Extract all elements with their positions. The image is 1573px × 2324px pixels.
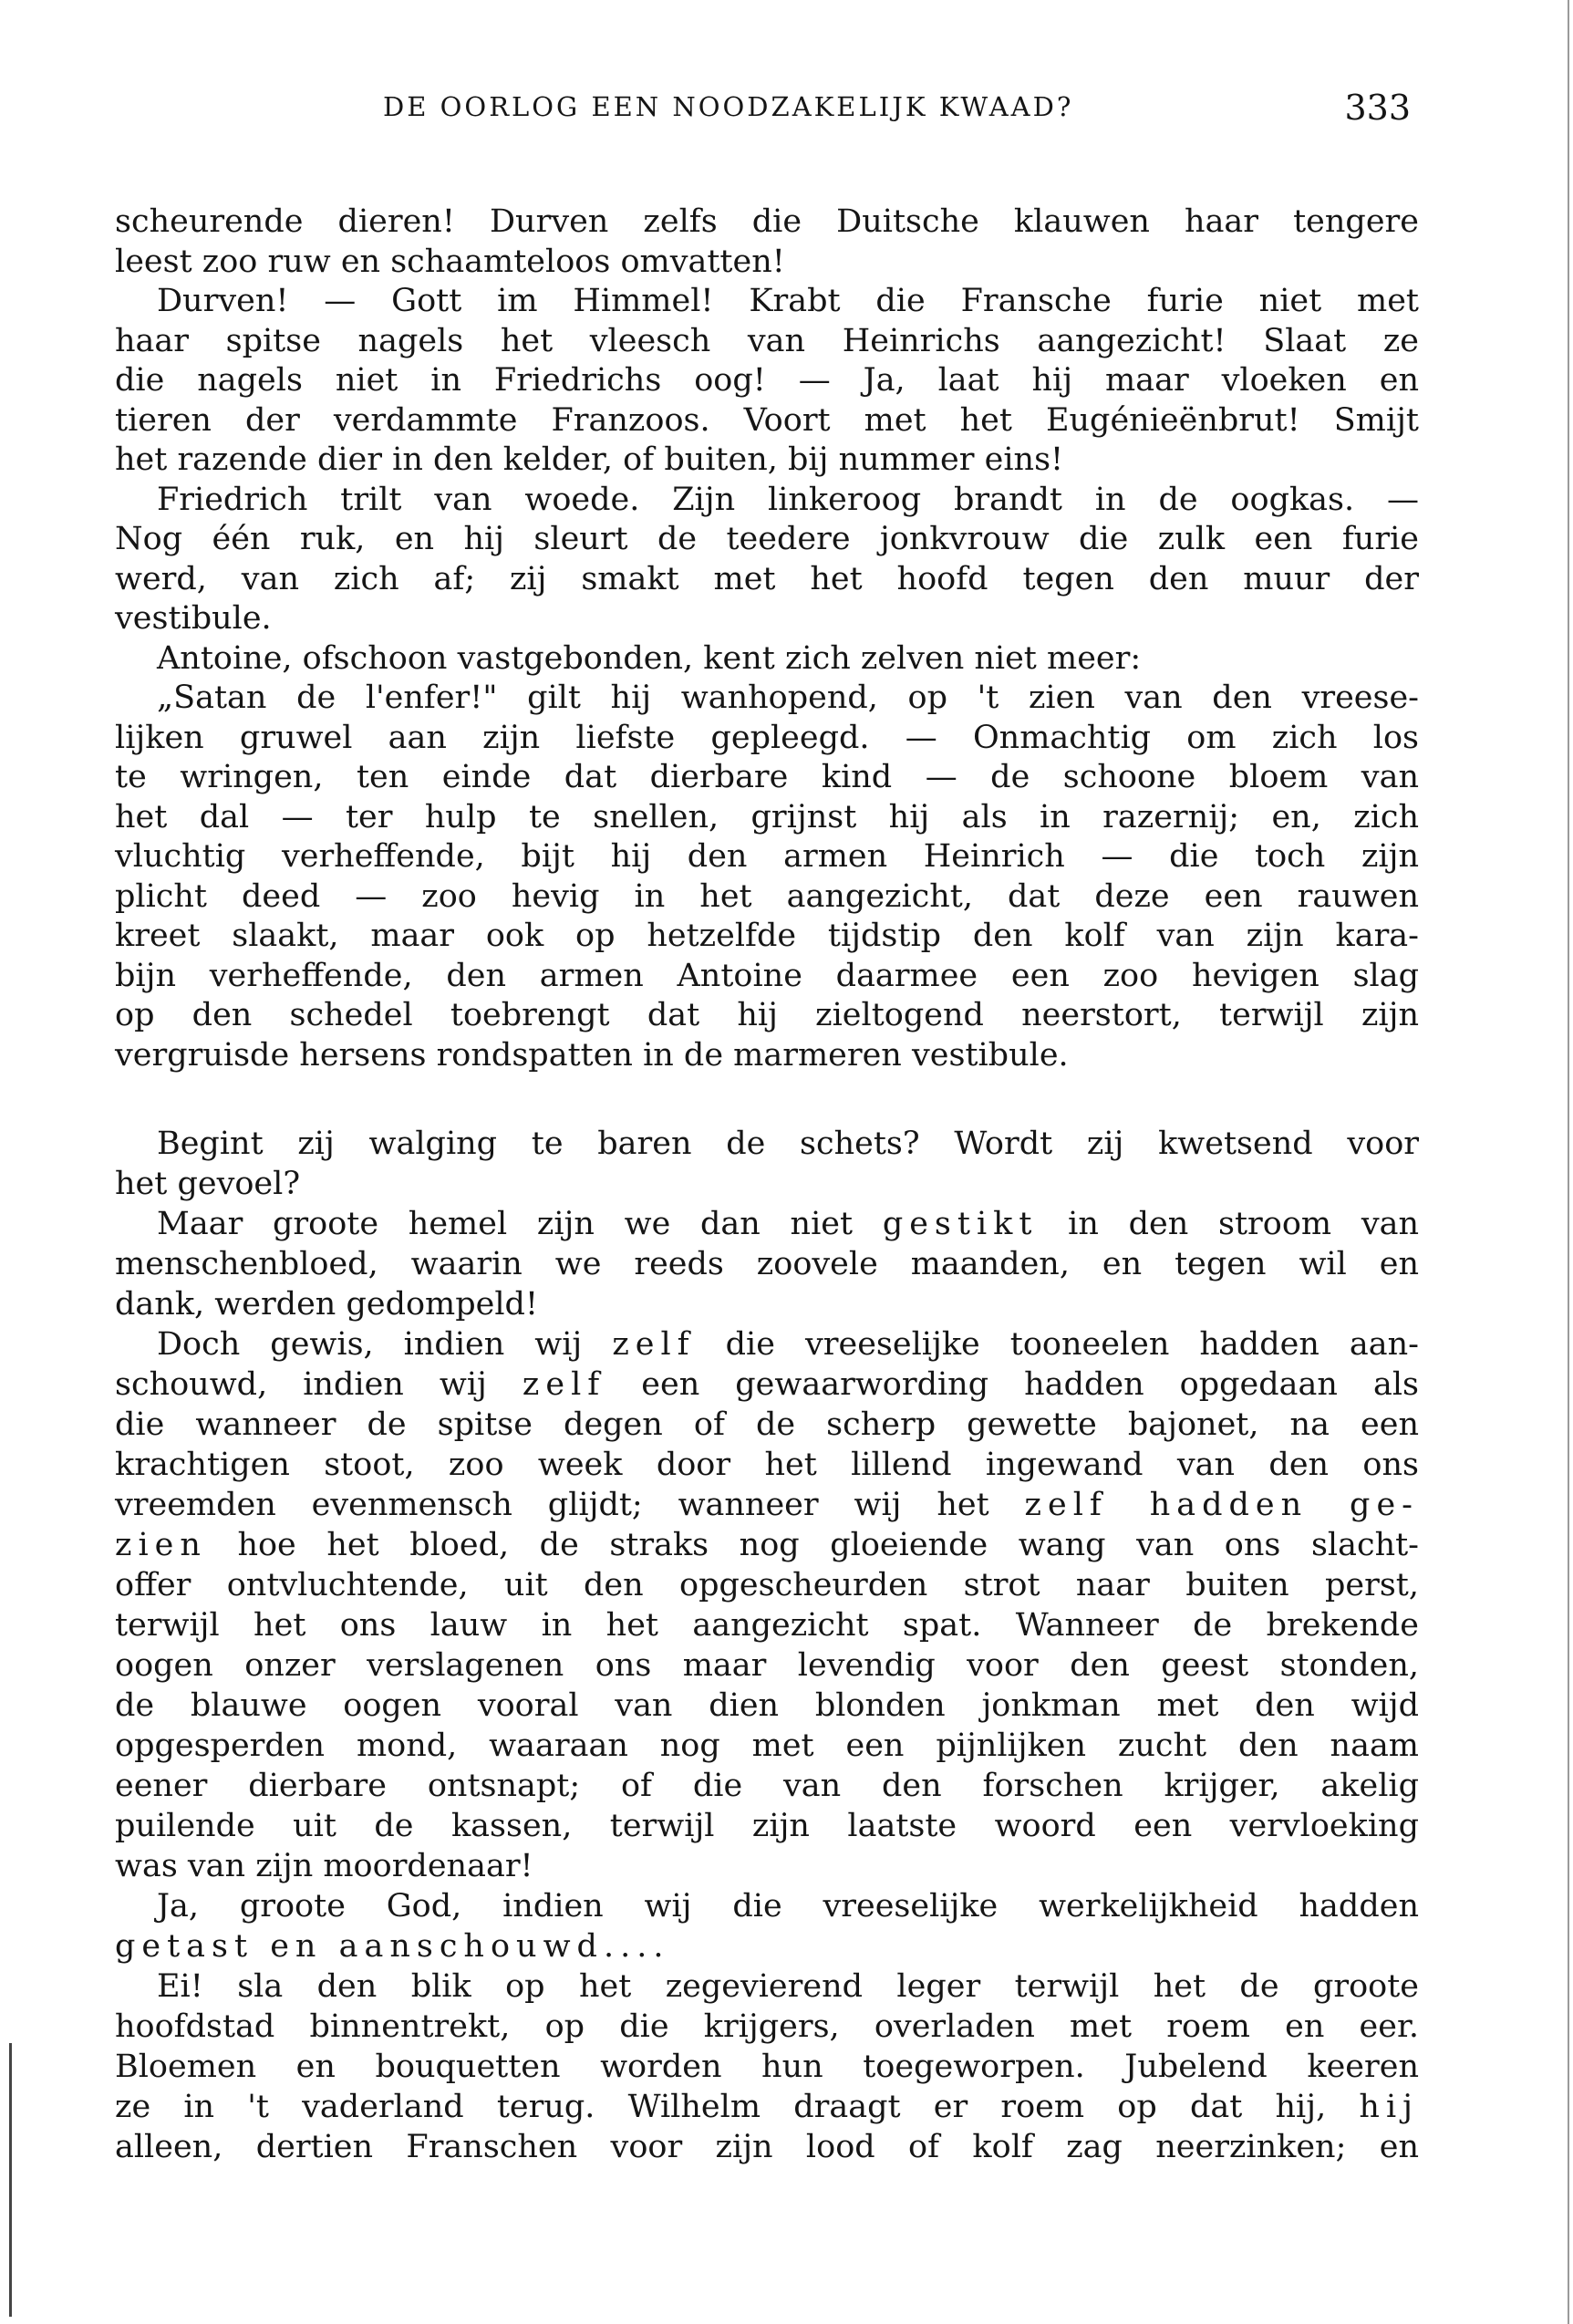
- body-text-section-1: [115, 202, 1419, 1075]
- text-line: [115, 719, 1419, 759]
- text-line: [115, 639, 1419, 680]
- text-line: [115, 679, 1419, 719]
- text-segment: scheurende dieren! Durven zelfs die Duitsche klauwen haar tengere: [115, 203, 1419, 240]
- text-segment: tieren der verdammte Franzoos. Voort met het Eugénieënbrut! Smijt: [115, 401, 1419, 439]
- text-line: [115, 837, 1419, 877]
- text-line: [115, 1164, 1419, 1204]
- text-segment: werd, van zich af; zij smakt met het hoofd tegen den muur der: [115, 560, 1419, 597]
- text-segment: op den schedel toebrengt dat hij zieltogend neerstort, terwijl zijn: [115, 997, 1419, 1033]
- text-segment: plicht deed — zoo hevig in het aangezicht, dat deze een rauwen: [115, 877, 1419, 915]
- page-edge-line: [1568, 0, 1569, 2324]
- text-segment: hoe het bloed, de straks nog gloeiende wang van ons slacht-: [206, 1527, 1419, 1563]
- text-line: [115, 957, 1419, 997]
- text-line: [115, 1284, 1419, 1324]
- text-line: [115, 1886, 1419, 1926]
- text-line: [115, 1244, 1419, 1284]
- text-line: [115, 1036, 1419, 1076]
- text-line: [115, 1405, 1419, 1445]
- text-segment: Durven! — Gott im Himmel! Krabt die Fransche furie niet met: [157, 283, 1419, 319]
- text-line: [115, 441, 1419, 481]
- text-segment: die wanneer de spitse degen of de scherp gewette bajonet, na een: [115, 1406, 1419, 1443]
- text-segment: dank, werden gedompeld!: [115, 1286, 539, 1323]
- text-segment: terwijl het ons lauw in het aangezicht spat. Wanneer de brekende: [115, 1607, 1419, 1644]
- text-segment: alleen, dertien Franschen voor zijn lood of kolf zag neerzinken; en: [115, 2129, 1419, 2165]
- text-line: [115, 282, 1419, 322]
- text-line: [115, 401, 1419, 441]
- spaced-emphasis-text: zelf hadden ge-: [1024, 1487, 1419, 1523]
- binding-edge-line: [9, 2043, 12, 2317]
- text-segment: leest zoo ruw en schaamteloos omvatten!: [115, 243, 785, 280]
- text-line: [115, 599, 1419, 639]
- text-line: [115, 1926, 1419, 1966]
- text-line: [115, 917, 1419, 957]
- text-line: [115, 2047, 1419, 2087]
- text-line: [115, 996, 1419, 1036]
- text-segment: Nog één ruk, en hij sleurt de teedere jonkvrouw die zulk een furie: [115, 521, 1419, 557]
- spaced-emphasis-text: zien: [115, 1527, 207, 1563]
- text-line: [115, 560, 1419, 600]
- text-segment: eener dierbare ontsnapt; of die van den forschen krijger, akelig: [115, 1768, 1419, 1804]
- text-segment: in den stroom van: [1038, 1206, 1419, 1242]
- text-line: [115, 243, 1419, 283]
- text-line: [115, 1364, 1419, 1405]
- text-segment: krachtigen stoot, zoo week door het lillend ingewand van den ons: [115, 1447, 1419, 1483]
- spaced-emphasis-text: zelf: [522, 1366, 606, 1403]
- text-line: [115, 1686, 1419, 1726]
- text-line: [115, 2087, 1419, 2127]
- text-segment: offer ontvluchtende, uit den opgescheurden strot naar buiten perst,: [115, 1567, 1419, 1603]
- text-line: [115, 1766, 1419, 1806]
- text-line: [115, 758, 1419, 798]
- text-segment: het gevoel?: [115, 1166, 301, 1202]
- text-line: [115, 1445, 1419, 1485]
- text-segment: hoofdstad binnentrekt, op die krijgers, overladen met roem en eer.: [115, 2008, 1419, 2045]
- text-line: [115, 1645, 1419, 1686]
- text-segment: „Satan de l'enfer!" gilt hij wanhopend, op 't zien van den vreese-: [157, 680, 1419, 716]
- text-segment: vestibule.: [115, 600, 272, 637]
- text-segment: Doch gewis, indien wij: [157, 1326, 613, 1363]
- text-segment: het razende dier in den kelder, of buiten, bij nummer eins!: [115, 441, 1064, 478]
- text-segment: was van zijn moordenaar!: [115, 1848, 533, 1884]
- text-segment: vreemden evenmensch glijdt; wanneer wij het: [115, 1487, 1025, 1523]
- text-line: [115, 1966, 1419, 2007]
- text-segment: Antoine, ofschoon vastgebonden, kent zich zelven niet meer:: [157, 639, 1142, 677]
- text-line: [115, 1565, 1419, 1605]
- body-text-section-2: [115, 1124, 1419, 2167]
- text-segment: vergruisde hersens rondspatten in de marmeren vestibule.: [115, 1036, 1069, 1074]
- text-line: [115, 1846, 1419, 1886]
- text-line: [115, 322, 1419, 362]
- text-segment: die vreeselijke tooneelen hadden aan-: [695, 1326, 1419, 1363]
- text-line: [115, 1204, 1419, 1244]
- text-line: [115, 1485, 1419, 1525]
- text-segment: de blauwe oogen vooral van dien blonden jonkman met den wijd: [115, 1687, 1419, 1724]
- text-line: [115, 877, 1419, 918]
- text-segment: haar spitse nagels het vleesch van Heinrichs aangezicht! Slaat ze: [115, 322, 1419, 359]
- text-line: [115, 1124, 1419, 1164]
- text-line: [115, 1806, 1419, 1846]
- running-head: DE OORLOG EEN NOODZAKELIJK KWAAD?: [383, 91, 1074, 122]
- text-line: [115, 1726, 1419, 1766]
- text-line: [115, 361, 1419, 401]
- spaced-emphasis-text: zelf: [612, 1326, 696, 1363]
- text-segment: die nagels niet in Friedrichs oog! — Ja, laat hij maar vloeken en: [115, 362, 1419, 399]
- text-segment: vluchtig verheffende, bijt hij den armen Heinrich — die toch zijn: [115, 838, 1419, 875]
- text-segment: Ja, groote God, indien wij die vreeselijke werkelijkheid hadden: [157, 1888, 1419, 1925]
- text-segment: ze in 't vaderland terug. Wilhelm draagt er roem op dat hij,: [115, 2089, 1360, 2125]
- text-segment: het dal — ter hulp te snellen, grijnst hij als in razernij; en, zich: [115, 798, 1419, 835]
- text-segment: schouwd, indien wij: [115, 1366, 523, 1403]
- text-segment: oogen onzer verslagenen ons maar levendig voor den geest stonden,: [115, 1647, 1419, 1684]
- spaced-emphasis-text: gestikt: [882, 1206, 1039, 1242]
- text-line: [115, 520, 1419, 560]
- text-segment: kreet slaakt, maar ook op hetzelfde tijdstip den kolf van zijn kara-: [115, 918, 1419, 954]
- text-line: [115, 2127, 1419, 2167]
- spaced-emphasis-text: getast en aanschouwd....: [115, 1928, 670, 1965]
- text-segment: opgesperden mond, waaraan nog met een pijnlijken zucht den naam: [115, 1727, 1419, 1764]
- text-segment: puilende uit de kassen, terwijl zijn laatste woord een vervloeking: [115, 1808, 1419, 1844]
- text-line: [115, 2007, 1419, 2047]
- text-line: [115, 1605, 1419, 1645]
- text-segment: Bloemen en bouquetten worden hun toegeworpen. Jubelend keeren: [115, 2049, 1419, 2085]
- text-segment: te wringen, ten einde dat dierbare kind — de schoone bloem van: [115, 759, 1419, 795]
- text-line: [115, 1525, 1419, 1565]
- text-segment: Begint zij walging te baren de schets? Wordt zij kwetsend voor: [157, 1126, 1419, 1162]
- text-segment: lijken gruwel aan zijn liefste gepleegd. — Onmachtig om zich los: [115, 719, 1419, 756]
- text-segment: Ei! sla den blik op het zegevierend leger terwijl het de groote: [157, 1968, 1419, 2005]
- text-line: [115, 798, 1419, 838]
- spaced-emphasis-text: hij: [1359, 2089, 1419, 2125]
- page-number: 333: [1344, 88, 1411, 128]
- text-segment: Friedrich trilt van woede. Zijn linkeroog brandt in de oogkas. —: [157, 481, 1419, 518]
- text-line: [115, 1324, 1419, 1364]
- text-segment: Maar groote hemel zijn we dan niet: [157, 1206, 883, 1242]
- text-line: [115, 481, 1419, 521]
- text-segment: een gewaarwording hadden opgedaan als: [605, 1366, 1419, 1403]
- text-segment: bijn verheffende, den armen Antoine daarmee een zoo hevigen slag: [115, 957, 1419, 994]
- text-segment: menschenbloed, waarin we reeds zoovele maanden, en tegen wil en: [115, 1246, 1419, 1282]
- text-line: [115, 202, 1419, 243]
